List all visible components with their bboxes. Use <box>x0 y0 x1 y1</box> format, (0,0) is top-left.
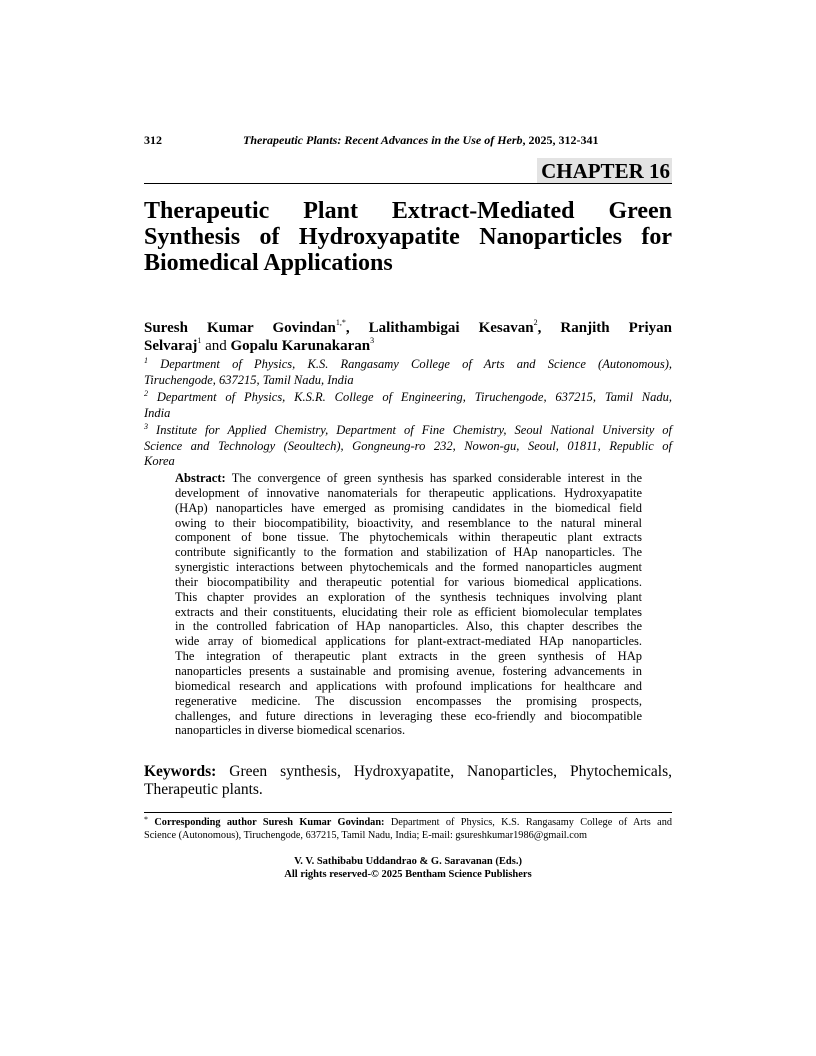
abstract-text: in the controlled fabrication of HAp nanoparticles. Also, this chapter describes the <box>175 619 642 634</box>
chapter-title <box>144 198 672 276</box>
abstract-text: The convergence of green synthesis has sparked considerable interest in the <box>225 471 642 485</box>
author-list <box>144 319 672 355</box>
abstract-text: contribute significantly to the formation and stabilization of HAp nanoparticles. The <box>175 545 642 560</box>
header-divider <box>144 183 672 184</box>
separator: , <box>345 320 369 336</box>
separator: and <box>201 338 231 354</box>
page-number: 312 <box>144 133 162 147</box>
footnote-label: Corresponding author Suresh Kumar Govindan: <box>148 817 385 828</box>
affiliation-text: Institute for Applied Chemistry, Department of Fine Chemistry, Seoul National University of <box>156 423 672 437</box>
title-line: Biomedical Applications <box>144 250 393 276</box>
footnote <box>144 816 672 842</box>
abstract-line <box>175 516 642 531</box>
separator: , <box>537 320 561 336</box>
abstract-text: synergistic interactions between phytochemicals and the formed nanoparticles augment <box>175 560 642 575</box>
abstract-text: (HAp) nanoparticles have emerged as promising candidates in the biomedical field <box>175 500 642 515</box>
abstract-line <box>175 471 642 486</box>
keywords-text: Green synthesis, Hydroxyapatite, Nanoparticles, Phytochemicals, <box>216 763 672 780</box>
abstract-line <box>175 649 642 664</box>
abstract-line <box>175 664 642 679</box>
abstract-text: challenges, and future directions in leveraging these eco-friendly and biocompatible <box>175 708 642 723</box>
affiliation-sup: 3 <box>144 422 148 431</box>
affiliation-text: India <box>144 405 171 420</box>
author-name: Selvaraj <box>144 338 198 354</box>
affiliation-1 <box>144 357 672 388</box>
editors: V. V. Sathibabu Uddandrao & G. Saravanan (Eds.) <box>294 856 522 867</box>
affiliation-text: Korea <box>144 454 175 468</box>
affiliation-2 <box>144 390 672 421</box>
footnote-text: Science (Autonomous), Tiruchengode, 637215, Tamil Nadu, India; E-mail: gsureshkumar1986@gmail.com <box>144 830 587 841</box>
copyright: All rights reserved-© 2025 Bentham Science Publishers <box>284 869 532 880</box>
abstract-text: development of innovative nanomaterials for therapeutic applications. Hydroxyapatite <box>175 485 642 500</box>
author-name: Gopalu Karunakaran <box>230 338 371 354</box>
footnote-text: Department of Physics, K.S. Rangasamy College of Arts and <box>384 817 672 828</box>
title-line: Therapeutic Plant Extract-Mediated Green <box>144 198 672 224</box>
affiliation-sup: 1 <box>144 356 148 365</box>
author-name: Lalithambigai Kesavan <box>368 320 534 336</box>
abstract <box>175 471 642 738</box>
abstract-line <box>175 709 642 724</box>
keywords-text: Therapeutic plants. <box>144 781 263 798</box>
abstract-line <box>175 486 642 501</box>
affiliation-text: Department of Physics, K.S. Rangasamy College of Arts and Science (Autonomous), <box>160 357 673 371</box>
keywords <box>144 763 672 799</box>
journal-title <box>243 133 599 148</box>
affiliation-text: Tiruchengode, 637215, Tamil Nadu, India <box>144 372 354 387</box>
abstract-line <box>175 530 642 545</box>
abstract-text: nanoparticles presents a sustainable and promising avenue, fostering advancements in <box>175 663 642 678</box>
journal-meta: , 2025, 312-341 <box>522 133 599 147</box>
publisher-info <box>144 855 672 881</box>
abstract-text: nanoparticles in diverse biomedical scenarios. <box>175 723 406 738</box>
affiliation-text: Science and Technology (Seoultech), Gongneung-ro 232, Nowon-gu, Seoul, 01811, Republic of <box>144 438 672 453</box>
abstract-line <box>175 605 642 620</box>
abstract-text: their biocompatibility and therapeutic potential for various biomedical applications. <box>175 574 642 589</box>
abstract-text: biomedical research and applications with profound implications for healthcare and <box>175 678 642 693</box>
abstract-line <box>175 679 642 694</box>
author-sup: 1 <box>197 336 202 345</box>
footnote-divider <box>144 812 672 813</box>
chapter-label: CHAPTER 16 <box>537 158 672 183</box>
abstract-text: owing to their biocompatibility, bioactivity, and resemblance to the natural mineral <box>175 515 642 530</box>
keywords-label: Keywords: <box>144 763 217 780</box>
affiliation-3 <box>144 423 672 470</box>
abstract-line <box>175 694 642 709</box>
abstract-text: This chapter provides an exploration of the synthesis techniques involving plant <box>175 589 642 604</box>
author-name: Suresh Kumar Govindan <box>144 320 336 336</box>
abstract-text: component of bone tissue. The phytochemicals within therapeutic plant extracts <box>175 530 642 545</box>
abstract-line <box>175 723 642 738</box>
affiliation-sup: 2 <box>144 389 148 398</box>
abstract-line <box>175 619 642 634</box>
abstract-text: wide array of biomedical applications for plant-extract-mediated HAp nanoparticles. <box>175 634 642 649</box>
abstract-line <box>175 575 642 590</box>
abstract-line <box>175 590 642 605</box>
abstract-label: Abstract: <box>175 471 226 485</box>
author-sup: 1,* <box>335 318 346 327</box>
abstract-text: regenerative medicine. The discussion encompasses the promising prospects, <box>175 693 642 708</box>
abstract-line <box>175 560 642 575</box>
affiliation-text: Department of Physics, K.S.R. College of Engineering, Tiruchengode, 637215, Tamil Nadu, <box>156 390 673 404</box>
author-sup: 2 <box>533 318 538 327</box>
footnote-sup: * <box>144 815 148 824</box>
author-name: Ranjith Priyan <box>560 320 673 336</box>
abstract-line <box>175 501 642 516</box>
abstract-text: The integration of therapeutic plant extracts in the green synthesis of HAp <box>175 649 642 664</box>
title-line: Synthesis of Hydroxyapatite Nanoparticles for <box>144 224 672 250</box>
author-sup: 3 <box>370 336 375 345</box>
abstract-text: extracts and their constituents, elucidating their role as efficient biomolecular templates <box>175 604 642 619</box>
journal-name: Therapeutic Plants: Recent Advances in the Use of Herb <box>243 133 523 147</box>
abstract-line <box>175 634 642 649</box>
abstract-line <box>175 545 642 560</box>
